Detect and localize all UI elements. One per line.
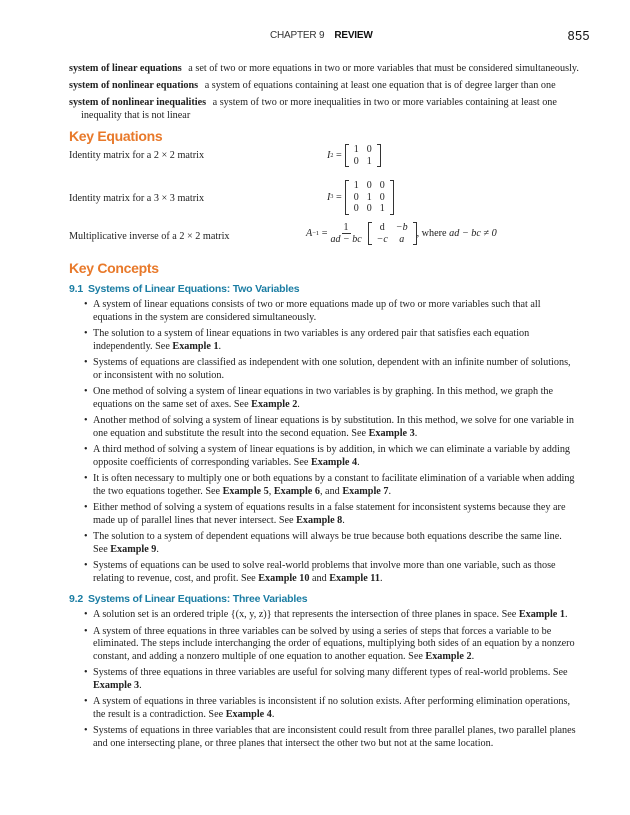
identity-2x2-equation: I 2 = 1 0 0 1 — [327, 144, 381, 167]
example-reference: Example 1 — [518, 609, 565, 620]
chapter-label: CHAPTER 9 REVIEW — [270, 30, 373, 41]
concept-bullet: • Systems of equations are classified as independent with one solution, dependent with an infinite number of solutions, or inconsistent with no solution. — [84, 357, 579, 382]
matrix: 1 0 0 0 1 0 0 0 1 — [345, 180, 394, 215]
concept-list-9-1 — [69, 299, 579, 585]
equation-label: Multiplicative inverse of a 2 × 2 matrix — [69, 231, 230, 242]
page-content — [69, 62, 579, 754]
example-reference: Example 7 — [342, 485, 389, 497]
page-number: 855 — [567, 29, 590, 43]
equation-row — [69, 178, 579, 222]
example-reference: Example 5 — [222, 485, 269, 497]
identity-3x3-equation: I 3 = 1 0 0 0 1 0 0 0 1 — [327, 180, 394, 215]
glossary — [69, 62, 579, 122]
concept-bullet: • A third method of solving a system of linear equations is by addition, in which we can eliminate a variable by adding opposite coefficients of corresponding variables. See Example 4. — [84, 444, 579, 469]
subsection-heading-9-2: 9.2 Systems of Linear Equations: Three Variables — [69, 593, 308, 605]
concept-bullet: • Either method of solving a system of equations results in a false statement for inconsistent systems because they are made up of parallel lines that never intersect. See Example 8. — [84, 502, 579, 527]
concept-bullet: • Systems of equations in three variables that are inconsistent could result from three parallel planes, two parallel planes and one intersecting plane, or three planes that intersect the other two but not at the same location. — [84, 725, 579, 750]
concept-bullet: • The solution to a system of dependent equations will always be true because both equations describe the same line. See Example 9. — [84, 531, 579, 556]
equation-label: Identity matrix for a 3 × 3 matrix — [69, 193, 205, 204]
example-reference: Example 10 — [258, 572, 310, 584]
example-reference: Example 3 — [93, 679, 140, 691]
concept-bullet: • A system of equations in three variables is inconsistent if no solution exists. After performing elimination operations, the result is a contradiction. See Example 4. — [84, 696, 579, 721]
concept-bullet: • Systems of three equations in three variables are useful for solving many different types of real-world problems. See Example 3. — [84, 667, 579, 692]
example-reference: Example 3 — [368, 427, 415, 439]
example-reference: Example 1 — [172, 340, 219, 352]
matrix: d −b −c a — [368, 222, 417, 245]
concept-bullet: • A system of three equations in three variables can be solved by using a series of steps that forces a variable to be eliminated. The steps include interchanging the order of equations, multiplying both sides of an equation by a nonzero constant, and adding a nonzero multiple of one equation to another equation. See Example 2. — [84, 626, 579, 664]
concept-bullet: • One method of solving a system of linear equations in two variables is by graphing. In this method, we graph the equations on the same set of axes. See Example 2. — [84, 386, 579, 411]
matrix: 1 0 0 1 — [345, 144, 381, 167]
section-label: REVIEW — [334, 30, 373, 41]
example-reference: Example 4 — [310, 456, 358, 468]
concept-bullet: • Systems of equations can be used to solve real-world problems that involve more than one variable, such as those relating to revenue, cost, and profit. See Example 10 and Example 11. — [84, 560, 579, 585]
concept-bullet: • A solution set is an ordered triple {(x, y, z)} that represents the intersection of three planes in space. See Example 1. — [84, 609, 579, 622]
example-reference: Example 2 — [425, 650, 472, 662]
concept-bullet: • A system of linear equations consists of two or more equations made up of two or more variables such that all equations in the system are considered simultaneously. — [84, 299, 579, 324]
fraction: $\frac{1}{ad - bc}$ — [330, 222, 362, 245]
concept-bullet: • It is often necessary to multiply one or both equations by a constant to facilitate elimination of a variable when adding the two equations together. See Example 5, Example 6, and Example 7. — [84, 473, 579, 498]
glossary-entry: system of nonlinear equations a system of equations containing at least one equation that is of degree larger than one — [69, 80, 556, 91]
concept-bullet: • Another method of solving a system of linear equations is by substitution. In this method, we solve for one variable in one equation and substitute the result into the second equation. See Example 3. — [84, 415, 579, 440]
example-reference: Example 11 — [329, 572, 380, 584]
key-concepts-heading: Key Concepts — [69, 260, 159, 276]
example-reference: Example 8 — [296, 514, 343, 526]
running-header — [0, 30, 630, 46]
concept-list-9-2 — [69, 609, 579, 750]
subsection-heading-9-1: 9.1 Systems of Linear Equations: Two Variables — [69, 283, 300, 295]
concept-bullet: • The solution to a system of linear equations in two variables is any ordered pair that satisfies each equation independently. See Example 1. — [84, 328, 579, 353]
equation-row — [69, 144, 579, 178]
glossary-entry: system of linear equations a set of two or more equations in two or more variables that must be considered simultaneously. — [69, 63, 579, 74]
example-reference: Example 9 — [110, 543, 157, 555]
key-equations-heading: Key Equations — [69, 128, 163, 144]
inverse-2x2-equation: A −1 = $\frac{1}{ad - bc}$ d −b −c a , where ad − bc ≠ 0 — [306, 222, 497, 245]
equation-label: Identity matrix for a 2 × 2 matrix — [69, 150, 205, 161]
example-reference: Example 4 — [225, 708, 272, 720]
equation-row — [69, 222, 579, 256]
glossary-entry: system of nonlinear inequalities a system of two or more inequalities in two or more variables containing at least one inequality that is not linear — [69, 97, 557, 121]
example-reference: Example 2 — [251, 398, 298, 410]
example-reference: Example 6 — [273, 485, 320, 497]
